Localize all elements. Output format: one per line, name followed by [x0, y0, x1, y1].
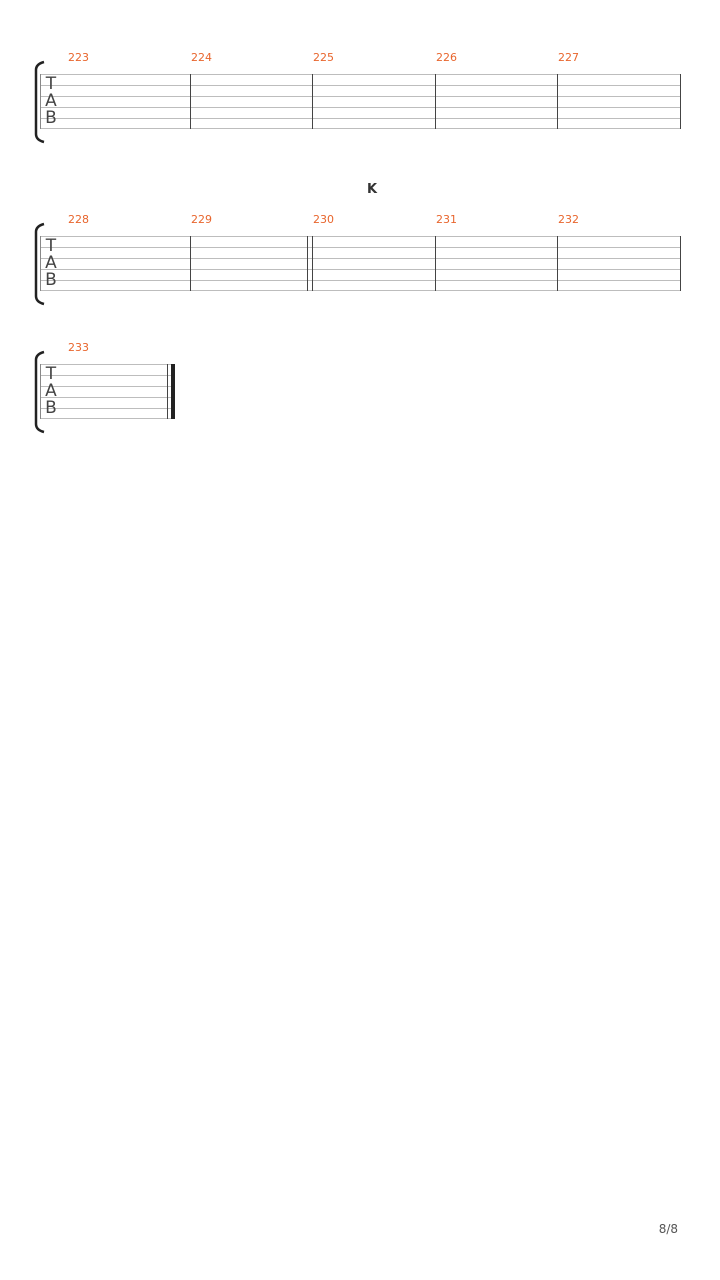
measure-number: 227 [558, 51, 579, 64]
tab-system-1 [0, 51, 720, 144]
tab-staff [40, 364, 176, 419]
tab-clef: T A B [45, 236, 57, 290]
measure-number: 226 [436, 51, 457, 64]
measure-number: 233 [68, 341, 89, 354]
measure-number: 223 [68, 51, 89, 64]
page-number: 8/8 [658, 1222, 678, 1236]
final-barline-thin [167, 364, 168, 419]
measure-number: 225 [313, 51, 334, 64]
tab-system-3 [0, 341, 720, 434]
measure-number: 228 [68, 213, 89, 226]
measure-number: 229 [191, 213, 212, 226]
tab-staff [40, 74, 681, 129]
measure-number: 231 [436, 213, 457, 226]
tab-staff [40, 236, 681, 291]
final-barline-thick [171, 364, 175, 419]
tab-clef: T A B [45, 364, 57, 418]
tab-clef: T A B [45, 74, 57, 128]
measure-number: 230 [313, 213, 334, 226]
section-marker: K [367, 182, 378, 197]
measure-number: 232 [558, 213, 579, 226]
measure-number: 224 [191, 51, 212, 64]
tab-system-2 [0, 213, 720, 306]
